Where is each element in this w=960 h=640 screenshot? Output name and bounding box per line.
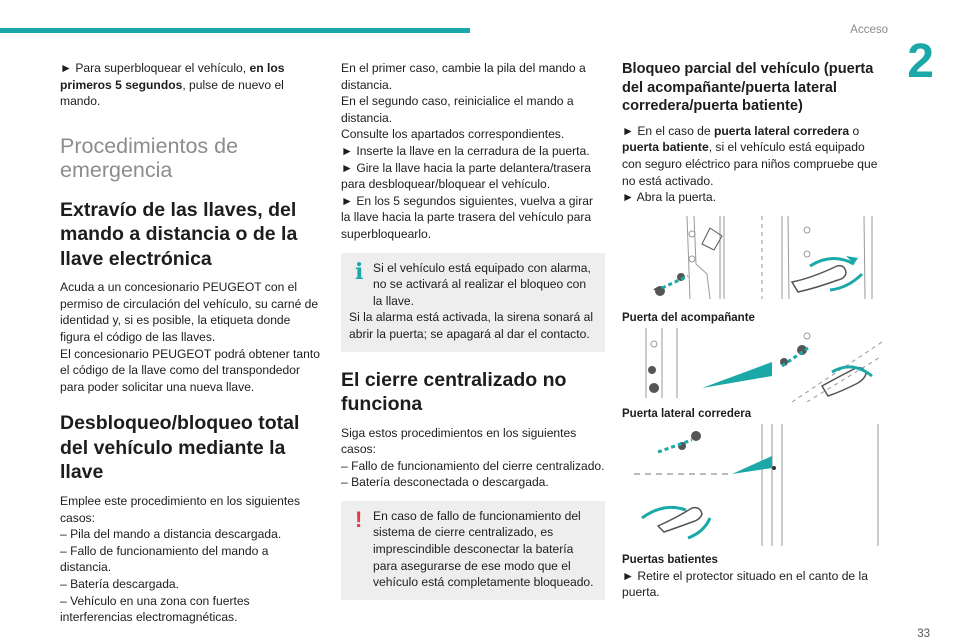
reinit-text: En el segundo caso, reinicialice el mando a distancia. [341,94,574,125]
list-item: – Fallo de funcionamiento del cierre centralizado. [341,458,605,473]
info-note [341,253,605,352]
page-number: 33 [917,628,930,640]
caption-rear-doors: Puertas batientes [622,553,718,566]
list-item: – Pila del mando a distancia descargada. [60,527,282,542]
list-item: – Vehículo en una zona con fuertes interferencias electromagnéticas. [60,593,250,625]
see-sections-text: Consulte los apartados correspondientes. [341,127,565,142]
superlock-step: ► Para superbloquear el vehículo, en los primeros 5 segundos, pulse de nuevo el mando. [60,61,285,109]
child-lock-step: ► En el caso de puerta lateral corredera o puerta batiente, si el vehículo está equipado con seguro eléctrico para niños compruebe que no está activado. [622,123,878,188]
section-title: Procedimientos de emergencia [60,133,239,182]
heading-lost-keys: Extravío de las llaves, del mando a distancia o de la llave electrónica [60,198,298,270]
passenger-door-illustration [632,214,882,306]
column-middle [341,60,605,600]
header-accent-bar [0,28,470,33]
central-intro: Siga estos procedimientos en los siguientes casos: [341,425,577,457]
warning-note [341,501,605,600]
caption-passenger-door: Puerta del acompañante [622,311,755,324]
caption-sliding-door: Puerta lateral corredera [622,407,752,420]
info-icon: i [355,258,364,285]
lost-keys-text-1: Acuda a un concesionario PEUGEOT con el permiso de circulación del vehículo, su carné de identidad y, si es posible, la etiqueta donde figura el código de las llaves. [60,280,319,345]
column-left [60,60,322,626]
battery-text: En el primer caso, cambie la pila del mando a distancia. [341,61,586,92]
list-item: – Batería descargada. [60,576,180,591]
warning-note-text: En caso de fallo de funcionamiento del sistema de cierre centralizado, es imprescindible desconectar la batería para asegurarse de ese modo que el vehículo está completamente bloqueado. [373,508,594,590]
list-item: – Batería desconectada o descargada. [341,475,549,490]
column-right [622,60,887,601]
chapter-number: 2 [907,35,934,88]
rear-doors-illustration [632,422,882,548]
step-turn-key: ► Gire la llave hacia la parte delantera/trasera para desbloquear/bloquear el vehículo. [341,160,591,192]
step-insert-key: ► Inserte la llave en la cerradura de la puerta. [341,143,590,158]
sliding-door-illustration [632,326,882,402]
heading-key-unlock: Desbloqueo/bloqueo total del vehículo mediante la llave [60,412,300,484]
warning-icon: ! [355,506,363,532]
unlock-intro: Emplee este procedimiento en los siguientes casos: [60,493,300,525]
info-note-text-1: Si el vehículo está equipado con alarma, no se activará al realizar el bloqueo con la llave. [373,260,591,308]
step-superlock: ► En los 5 segundos siguientes, vuelva a girar la llave hacia la parte trasera del vehículo para superbloquearlo. [341,193,593,241]
heading-central-locking: El cierre centralizado no funciona [341,368,567,415]
remove-protector-step: ► Retire el protector situado en el canto de la puerta. [622,568,868,600]
open-door-step: ► Abra la puerta. [622,190,716,205]
info-note-text-2: Si la alarma está activada, la sirena sonará al abrir la puerta; se apagará al dar el contacto. [349,310,594,341]
list-item: – Fallo de funcionamiento del mando a distancia. [60,543,269,575]
section-label: Acceso [850,24,888,36]
lost-keys-text-2: El concesionario PEUGEOT podrá obtener tanto el código de la llave como del transpondedor para poder solicitar una nueva llave. [60,346,320,394]
heading-partial-lock: Bloqueo parcial del vehículo (puerta del acompañante/puerta lateral corredera/puerta batiente) [622,61,874,115]
